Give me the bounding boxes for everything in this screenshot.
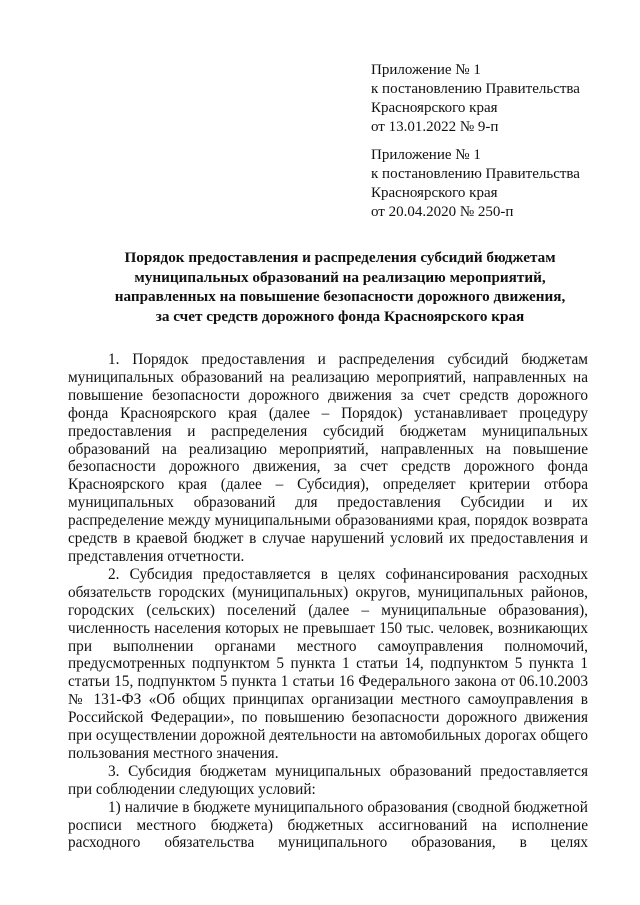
document-body <box>68 351 588 852</box>
approval-line: к постановлению Правительства <box>371 81 580 97</box>
paragraph-2: 2. Субсидия предоставляется в целях софинансирования расходных обязательств городских (муниципальных) округов, муниципальных районов, городских (сельских) поселений (далее – муниципальные образования), численность населения которых не превышает 150 тыс. человек, возникающих при выполнении органами местного самоуправления полномочий, предусмотренных подпунктом 5 пункта 1 статьи 14, подпунктом 5 пункта 1 статьи 15, подпунктом 5 пункта 1 статьи 16 Федерального закона от 06.10.2003 № 131-ФЗ «Об общих принципах организации местного самоуправления в Российской Федерации», по повышению безопасности дорожного движения при осуществлении дорожной деятельности на автомобильных дорогах общего пользования местного значения. <box>68 565 588 762</box>
approval-block-2020 <box>371 146 621 222</box>
approval-line: к постановлению Правительства <box>371 166 580 182</box>
approval-line: Красноярского края <box>371 100 498 116</box>
title-line: за счет средств дорожного фонда Красноярского края <box>155 307 525 325</box>
approval-block-2022 <box>371 61 621 137</box>
paragraph-1: 1. Порядок предоставления и распределения субсидий бюджетам муниципальных образований на реализацию мероприятий, направленных на повышение безопасности дорожного движения за счет средств дорожного фонда Красноярского края (далее – Порядок) устанавливает процедуру предоставления и распределения субсидий бюджетам муниципальных образований на реализацию мероприятий, направленных на повышение безопасности дорожного движения, за счет средств дорожного фонда Красноярского края (далее – Субсидия), определяет критерии отбора муниципальных образований для предоставления Субсидии и их распределение между муниципальными образованиями края, порядок возврата средств в краевой бюджет в случае нарушений условий их предоставления и представления отчетности. <box>68 351 588 565</box>
title-line: муниципальных образований на реализацию мероприятий, <box>134 268 546 286</box>
approval-line: Красноярского края <box>371 185 498 201</box>
paragraph-3-item-1: 1) наличие в бюджете муниципального образования (сводной бюджетной росписи местного бюджета) бюджетных ассигнований на исполнение расходного обязательства муниципального образования, в целях <box>68 798 588 852</box>
approval-line: Приложение № 1 <box>371 147 481 163</box>
title-line: Порядок предоставления и распределения субсидий бюджетам <box>124 249 556 266</box>
approval-line: от 13.01.2022 № 9-п <box>371 119 499 135</box>
title-line: направленных на повышение безопасности дорожного движения, <box>114 288 566 305</box>
paragraph-3: 3. Субсидия бюджетам муниципальных образований предоставляется при соблюдении следующих условий: <box>68 762 588 798</box>
document-title <box>60 248 620 326</box>
approval-line: Приложение № 1 <box>371 62 481 78</box>
approval-line: от 20.04.2020 № 250-п <box>371 204 514 220</box>
